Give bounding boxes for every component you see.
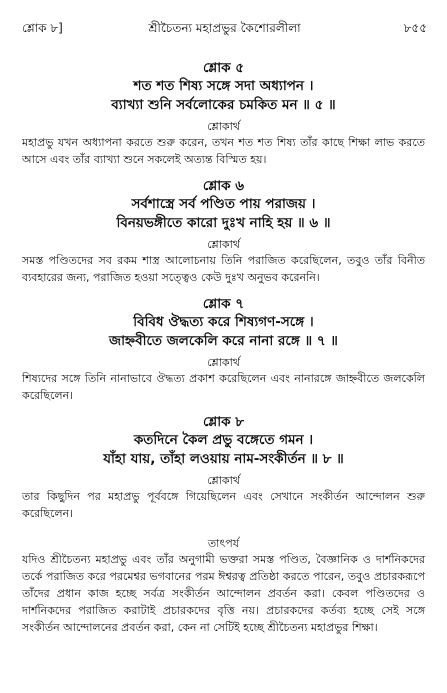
translation-text: সমস্ত পণ্ডিতদের সব রকম শাস্ত্র আলোচনায় তিনি পরাজিত করেছিলেন, তবুও তাঁর বিনীত ব্যবহারের জন্য, পরাজিত হওয়া সত্ত্বেও কেউ দুঃখ অনুভব করেননি। [22,254,425,284]
verse-section [22,178,425,286]
verse-line: ব্যাখ্যা শুনি সর্বলোকের চমকিত মন ॥ ৫ ॥ [111,97,336,113]
running-header [22,20,427,38]
translation-label: শ্লোকার্থ [207,356,240,369]
verse-line: শত শত শিষ্য সঙ্গে সদা অধ্যাপন । [133,78,314,94]
purport-label: তাৎপর্য [207,537,240,550]
verse-number: শ্লোক ৫ [202,60,245,76]
purport-text: যদিও শ্রীচৈতন্য মহাপ্রভু এবং তাঁর অনুগামী ভক্তরা সমস্ত পণ্ডিত, বৈজ্ঞানিক ও দার্শনিকদের তর্কে পরাজিত করে পরমেশ্বর ভগবানের পরম ঈশ্বরত্ব প্রতিষ্ঠা করতে পারেন, তবুও প্রচারকরূপে তাঁদের প্রধান কাজ হচ্ছে সর্বত্র সংকীর্তন আন্দোলন প্রবর্তন করা। কেবল পণ্ডিতদের ও দার্শনিকদের পরাজিত করাটাই প্রচারকদের বৃত্তি নয়। প্রচারকদের কর্তব্য হচ্ছে সেই সঙ্গে সংকীর্তন আন্দোলনের প্রবর্তন করা, কেন না সেটিই হচ্ছে শ্রীচৈতন্য মহাপ্রভুর শিক্ষা। [22,553,425,634]
verse-number: শ্লোক ৭ [202,296,245,312]
verse-section [22,414,425,522]
translation-text: তার কিছুদিন পর মহাপ্রভু পূর্ববঙ্গে গিয়েছিলেন এবং সেখানে সংকীর্তন আন্দোলন শুরু করেছিলেন। [22,490,425,520]
verse-number: শ্লোক ৮ [202,414,245,430]
translation-label: শ্লোকার্থ [207,238,240,251]
verse-line: বিনয়ভঙ্গীতে কারো দুঃখ নাহি হয় ॥ ৬ ॥ [116,215,331,231]
verse-section [22,296,425,404]
translation-text: শিষ্যদের সঙ্গে তিনি নানাভাবে ঔদ্ধত্য প্রকাশ করেছিলেন এবং নানারঙ্গে জাহ্নবীতে জলকেলি করেছিলেন। [22,372,425,402]
verse-number: শ্লোক ৬ [202,178,245,194]
verse-line: যাঁহা যায়, তাঁহা লওয়ায় নাম-সংকীর্তন ॥ ৮ ॥ [103,451,344,467]
verse-line: বিবিধ ঔদ্ধত্য করে শিষ্যগণ-সঙ্গে । [133,314,314,330]
translation-label: শ্লোকার্থ [207,474,240,487]
verse-line: জাহ্নবীতে জলকেলি করে নানা রঙ্গে ॥ ৭ ॥ [109,333,338,349]
translation-label: শ্লোকার্থ [207,120,240,133]
header-title: শ্রীচৈতন্য মহাপ্রভুর কৈশোরলীলা [148,21,301,35]
header-verse-ref: শ্লোক ৮] [22,21,63,35]
translation-text: মহাপ্রভু যখন অধ্যাপনা করতে শুরু করেন, তখন শত শত শিষ্য তাঁর কাছে শিক্ষা লাভ করতে আসে এবং তাঁর ব্যাখ্যা শুনে সকলেই অত্যন্ত বিস্মিত হয়। [22,136,425,166]
page-content [22,60,425,636]
verse-line: সর্বশাস্ত্রে সর্ব পণ্ডিত পায় পরাজয় । [131,196,316,212]
verse-section [22,60,425,168]
page-number: ৮৫৫ [403,21,427,35]
purport-section [22,536,425,636]
verse-line: কতদিনে কৈল প্রভু বঙ্গেতে গমন । [133,432,314,448]
